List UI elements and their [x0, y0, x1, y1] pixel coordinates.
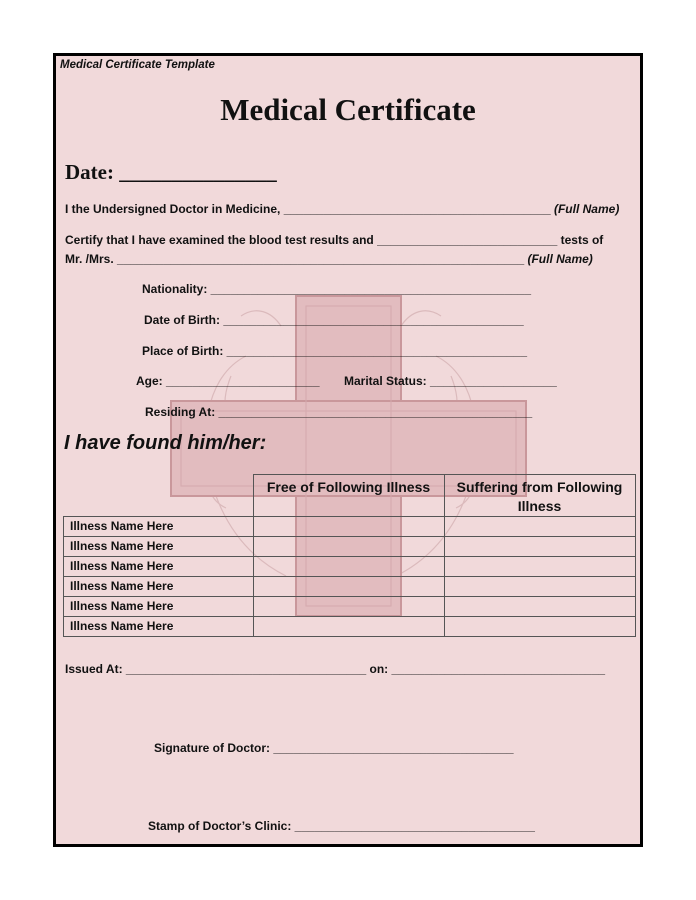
illness-name-cell: Illness Name Here: [64, 617, 254, 637]
table-row: [64, 597, 636, 617]
suffering-cell: [444, 557, 635, 577]
header-suffering-from-illness: Suffering from Following Illness: [444, 475, 635, 517]
free-cell: [253, 537, 444, 557]
table-row: [64, 517, 636, 537]
table-row: [64, 537, 636, 557]
header-free-of-illness: Free of Following Illness: [253, 475, 444, 517]
doctor-name-line: [65, 202, 619, 216]
suffering-cell: [444, 597, 635, 617]
table-corner-cell: [64, 475, 254, 517]
suffering-cell: [444, 537, 635, 557]
table-row: [64, 557, 636, 577]
free-cell: [253, 557, 444, 577]
suffering-cell: [444, 577, 635, 597]
suffering-cell: [444, 517, 635, 537]
doctor-name-text: I the Undersigned Doctor in Medicine, ________________________________________: [65, 202, 554, 216]
suffering-cell: [444, 617, 635, 637]
table-row: [64, 577, 636, 597]
full-name-hint: (Full Name): [527, 252, 593, 266]
date-field: Date: _______________: [65, 160, 277, 184]
illness-name-cell: Illness Name Here: [64, 557, 254, 577]
free-cell: [253, 597, 444, 617]
nationality-field: Nationality: ________________________________________________: [142, 282, 532, 296]
illness-name-cell: Illness Name Here: [64, 597, 254, 617]
found-heading: I have found him/her:: [64, 432, 267, 454]
template-label: Medical Certificate Template: [60, 59, 215, 71]
table-header-row: [64, 475, 636, 517]
issued-at-field: Issued At: ____________________________________ on: ________________________________: [65, 662, 606, 676]
illness-name-cell: Illness Name Here: [64, 537, 254, 557]
patient-name-text: Mr. /Mrs. _____________________________________________________________: [65, 252, 528, 266]
patient-name-line: [65, 252, 593, 266]
table-row: [64, 617, 636, 637]
certificate-frame: [53, 53, 643, 847]
certify-line: Certify that I have examined the blood test results and ___________________________ tests of: [65, 233, 604, 247]
place-of-birth-field: Place of Birth: _____________________________________________: [142, 344, 528, 358]
full-name-hint: (Full Name): [553, 202, 620, 216]
marital-status-field: Marital Status: ___________________: [344, 374, 557, 388]
doctor-signature-field: Signature of Doctor: ____________________________________: [154, 741, 514, 755]
age-field: Age: _______________________: [136, 374, 320, 388]
free-cell: [253, 617, 444, 637]
illness-table: [63, 474, 636, 637]
illness-name-cell: Illness Name Here: [64, 577, 254, 597]
certificate-title: Medical Certificate: [220, 92, 476, 127]
free-cell: [253, 517, 444, 537]
free-cell: [253, 577, 444, 597]
illness-name-cell: Illness Name Here: [64, 517, 254, 537]
clinic-stamp-field: Stamp of Doctor’s Clinic: ____________________________________: [148, 819, 535, 833]
date-of-birth-field: Date of Birth: _____________________________________________: [144, 313, 524, 327]
residing-at-field: Residing At: _______________________________________________: [145, 405, 533, 419]
